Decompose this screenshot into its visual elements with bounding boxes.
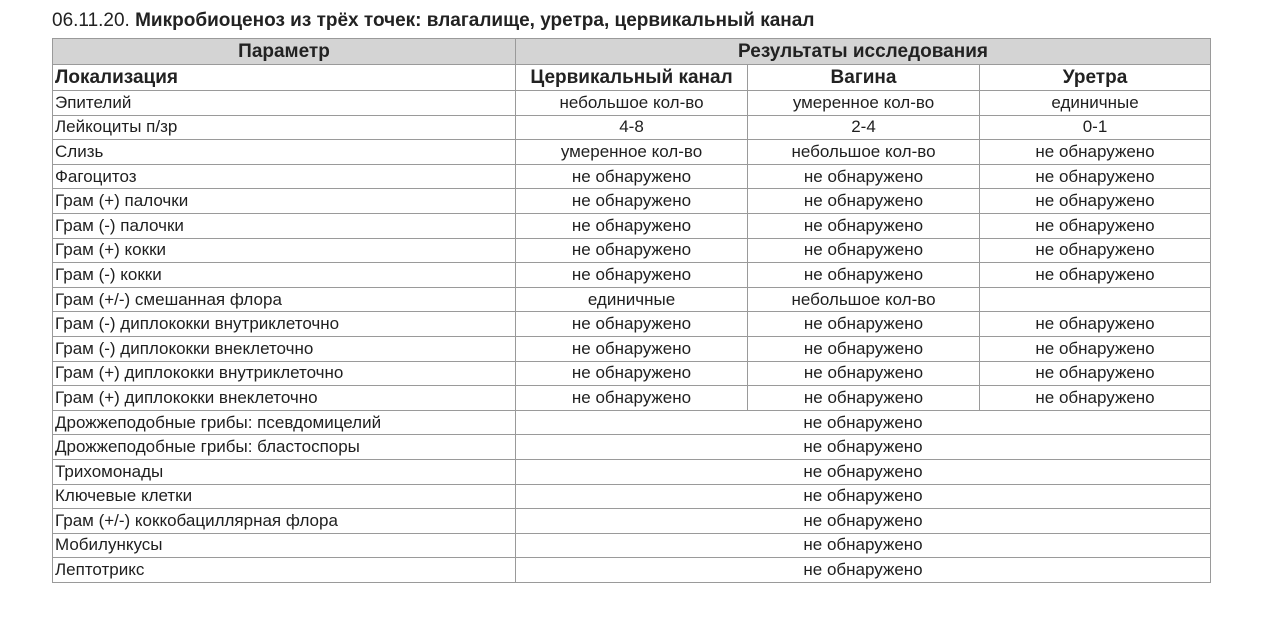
urethra-value-cell: не обнаружено <box>980 312 1211 337</box>
urethra-value-cell: не обнаружено <box>980 263 1211 288</box>
table-row <box>53 361 1211 386</box>
table-row <box>53 140 1211 165</box>
table-row <box>53 213 1211 238</box>
parameter-cell: Дрожжеподобные грибы: псевдомицелий <box>53 410 516 435</box>
vagina-value-cell: небольшое кол-во <box>748 287 980 312</box>
table-header-row <box>53 39 1211 65</box>
table-row <box>53 336 1211 361</box>
parameter-cell: Грам (+) диплококки внутриклеточно <box>53 361 516 386</box>
column-header-cervical: Цервикальный канал <box>516 65 748 91</box>
cervical-value-cell: не обнаружено <box>516 312 748 337</box>
parameter-cell: Грам (-) кокки <box>53 263 516 288</box>
urethra-value-cell: не обнаружено <box>980 164 1211 189</box>
column-header-vagina: Вагина <box>748 65 980 91</box>
parameter-cell: Грам (+) кокки <box>53 238 516 263</box>
table-row <box>53 386 1211 411</box>
urethra-value-cell <box>980 287 1211 312</box>
cervical-value-cell: единичные <box>516 287 748 312</box>
table-row <box>53 91 1211 116</box>
cervical-value-cell: умеренное кол-во <box>516 140 748 165</box>
cervical-value-cell: не обнаружено <box>516 164 748 189</box>
merged-value-cell: не обнаружено <box>516 533 1211 558</box>
parameter-cell: Трихомонады <box>53 459 516 484</box>
vagina-value-cell: не обнаружено <box>748 213 980 238</box>
cervical-value-cell: не обнаружено <box>516 263 748 288</box>
parameter-cell: Слизь <box>53 140 516 165</box>
localization-label: Локализация <box>53 65 516 91</box>
cervical-value-cell: 4-8 <box>516 115 748 140</box>
vagina-value-cell: не обнаружено <box>748 238 980 263</box>
column-header-urethra: Уретра <box>980 65 1211 91</box>
urethra-value-cell: единичные <box>980 91 1211 116</box>
vagina-value-cell: умеренное кол-во <box>748 91 980 116</box>
parameter-cell: Ключевые клетки <box>53 484 516 509</box>
urethra-value-cell: не обнаружено <box>980 189 1211 214</box>
cervical-value-cell: не обнаружено <box>516 213 748 238</box>
cervical-value-cell: не обнаружено <box>516 336 748 361</box>
merged-value-cell: не обнаружено <box>516 459 1211 484</box>
parameter-cell: Эпителий <box>53 91 516 116</box>
parameter-cell: Грам (+) диплококки внеклеточно <box>53 386 516 411</box>
urethra-value-cell: не обнаружено <box>980 386 1211 411</box>
vagina-value-cell: не обнаружено <box>748 336 980 361</box>
table-row <box>53 533 1211 558</box>
parameter-cell: Фагоцитоз <box>53 164 516 189</box>
table-row <box>53 558 1211 583</box>
document-title: Микробиоценоз из трёх точек: влагалище, уретра, цервикальный канал <box>135 10 815 31</box>
merged-value-cell: не обнаружено <box>516 558 1211 583</box>
urethra-value-cell: не обнаружено <box>980 238 1211 263</box>
vagina-value-cell: не обнаружено <box>748 263 980 288</box>
urethra-value-cell: не обнаружено <box>980 140 1211 165</box>
merged-value-cell: не обнаружено <box>516 484 1211 509</box>
table-row <box>53 189 1211 214</box>
document-date: 06.11.20. <box>52 10 130 31</box>
table-row <box>53 435 1211 460</box>
table-row <box>53 263 1211 288</box>
cervical-value-cell: не обнаружено <box>516 361 748 386</box>
cervical-value-cell: не обнаружено <box>516 189 748 214</box>
urethra-value-cell: 0-1 <box>980 115 1211 140</box>
column-header-parameter: Параметр <box>53 39 516 65</box>
table-row <box>53 484 1211 509</box>
column-header-results: Результаты исследования <box>516 39 1211 65</box>
vagina-value-cell: не обнаружено <box>748 189 980 214</box>
urethra-value-cell: не обнаружено <box>980 213 1211 238</box>
table-row <box>53 238 1211 263</box>
table-row <box>53 164 1211 189</box>
urethra-value-cell: не обнаружено <box>980 336 1211 361</box>
parameter-cell: Грам (-) диплококки внеклеточно <box>53 336 516 361</box>
table-row <box>53 115 1211 140</box>
cervical-value-cell: небольшое кол-во <box>516 91 748 116</box>
table-row <box>53 410 1211 435</box>
vagina-value-cell: не обнаружено <box>748 312 980 337</box>
merged-value-cell: не обнаружено <box>516 509 1211 534</box>
urethra-value-cell: не обнаружено <box>980 361 1211 386</box>
table-row <box>53 459 1211 484</box>
vagina-value-cell: не обнаружено <box>748 164 980 189</box>
vagina-value-cell: 2-4 <box>748 115 980 140</box>
merged-value-cell: не обнаружено <box>516 435 1211 460</box>
table-body <box>53 91 1211 583</box>
vagina-value-cell: не обнаружено <box>748 361 980 386</box>
vagina-value-cell: небольшое кол-во <box>748 140 980 165</box>
parameter-cell: Грам (+/-) смешанная флора <box>53 287 516 312</box>
cervical-value-cell: не обнаружено <box>516 238 748 263</box>
table-row <box>53 509 1211 534</box>
parameter-cell: Грам (-) палочки <box>53 213 516 238</box>
vagina-value-cell: не обнаружено <box>748 386 980 411</box>
parameter-cell: Лейкоциты п/зр <box>53 115 516 140</box>
parameter-cell: Лептотрикс <box>53 558 516 583</box>
parameter-cell: Грам (+/-) коккобациллярная флора <box>53 509 516 534</box>
parameter-cell: Дрожжеподобные грибы: бластоспоры <box>53 435 516 460</box>
table-row <box>53 312 1211 337</box>
results-table <box>52 38 1211 583</box>
cervical-value-cell: не обнаружено <box>516 386 748 411</box>
table-subheader-row <box>53 65 1211 91</box>
document-header <box>52 8 814 34</box>
merged-value-cell: не обнаружено <box>516 410 1211 435</box>
table-row <box>53 287 1211 312</box>
parameter-cell: Грам (+) палочки <box>53 189 516 214</box>
parameter-cell: Грам (-) диплококки внутриклеточно <box>53 312 516 337</box>
parameter-cell: Мобилункусы <box>53 533 516 558</box>
